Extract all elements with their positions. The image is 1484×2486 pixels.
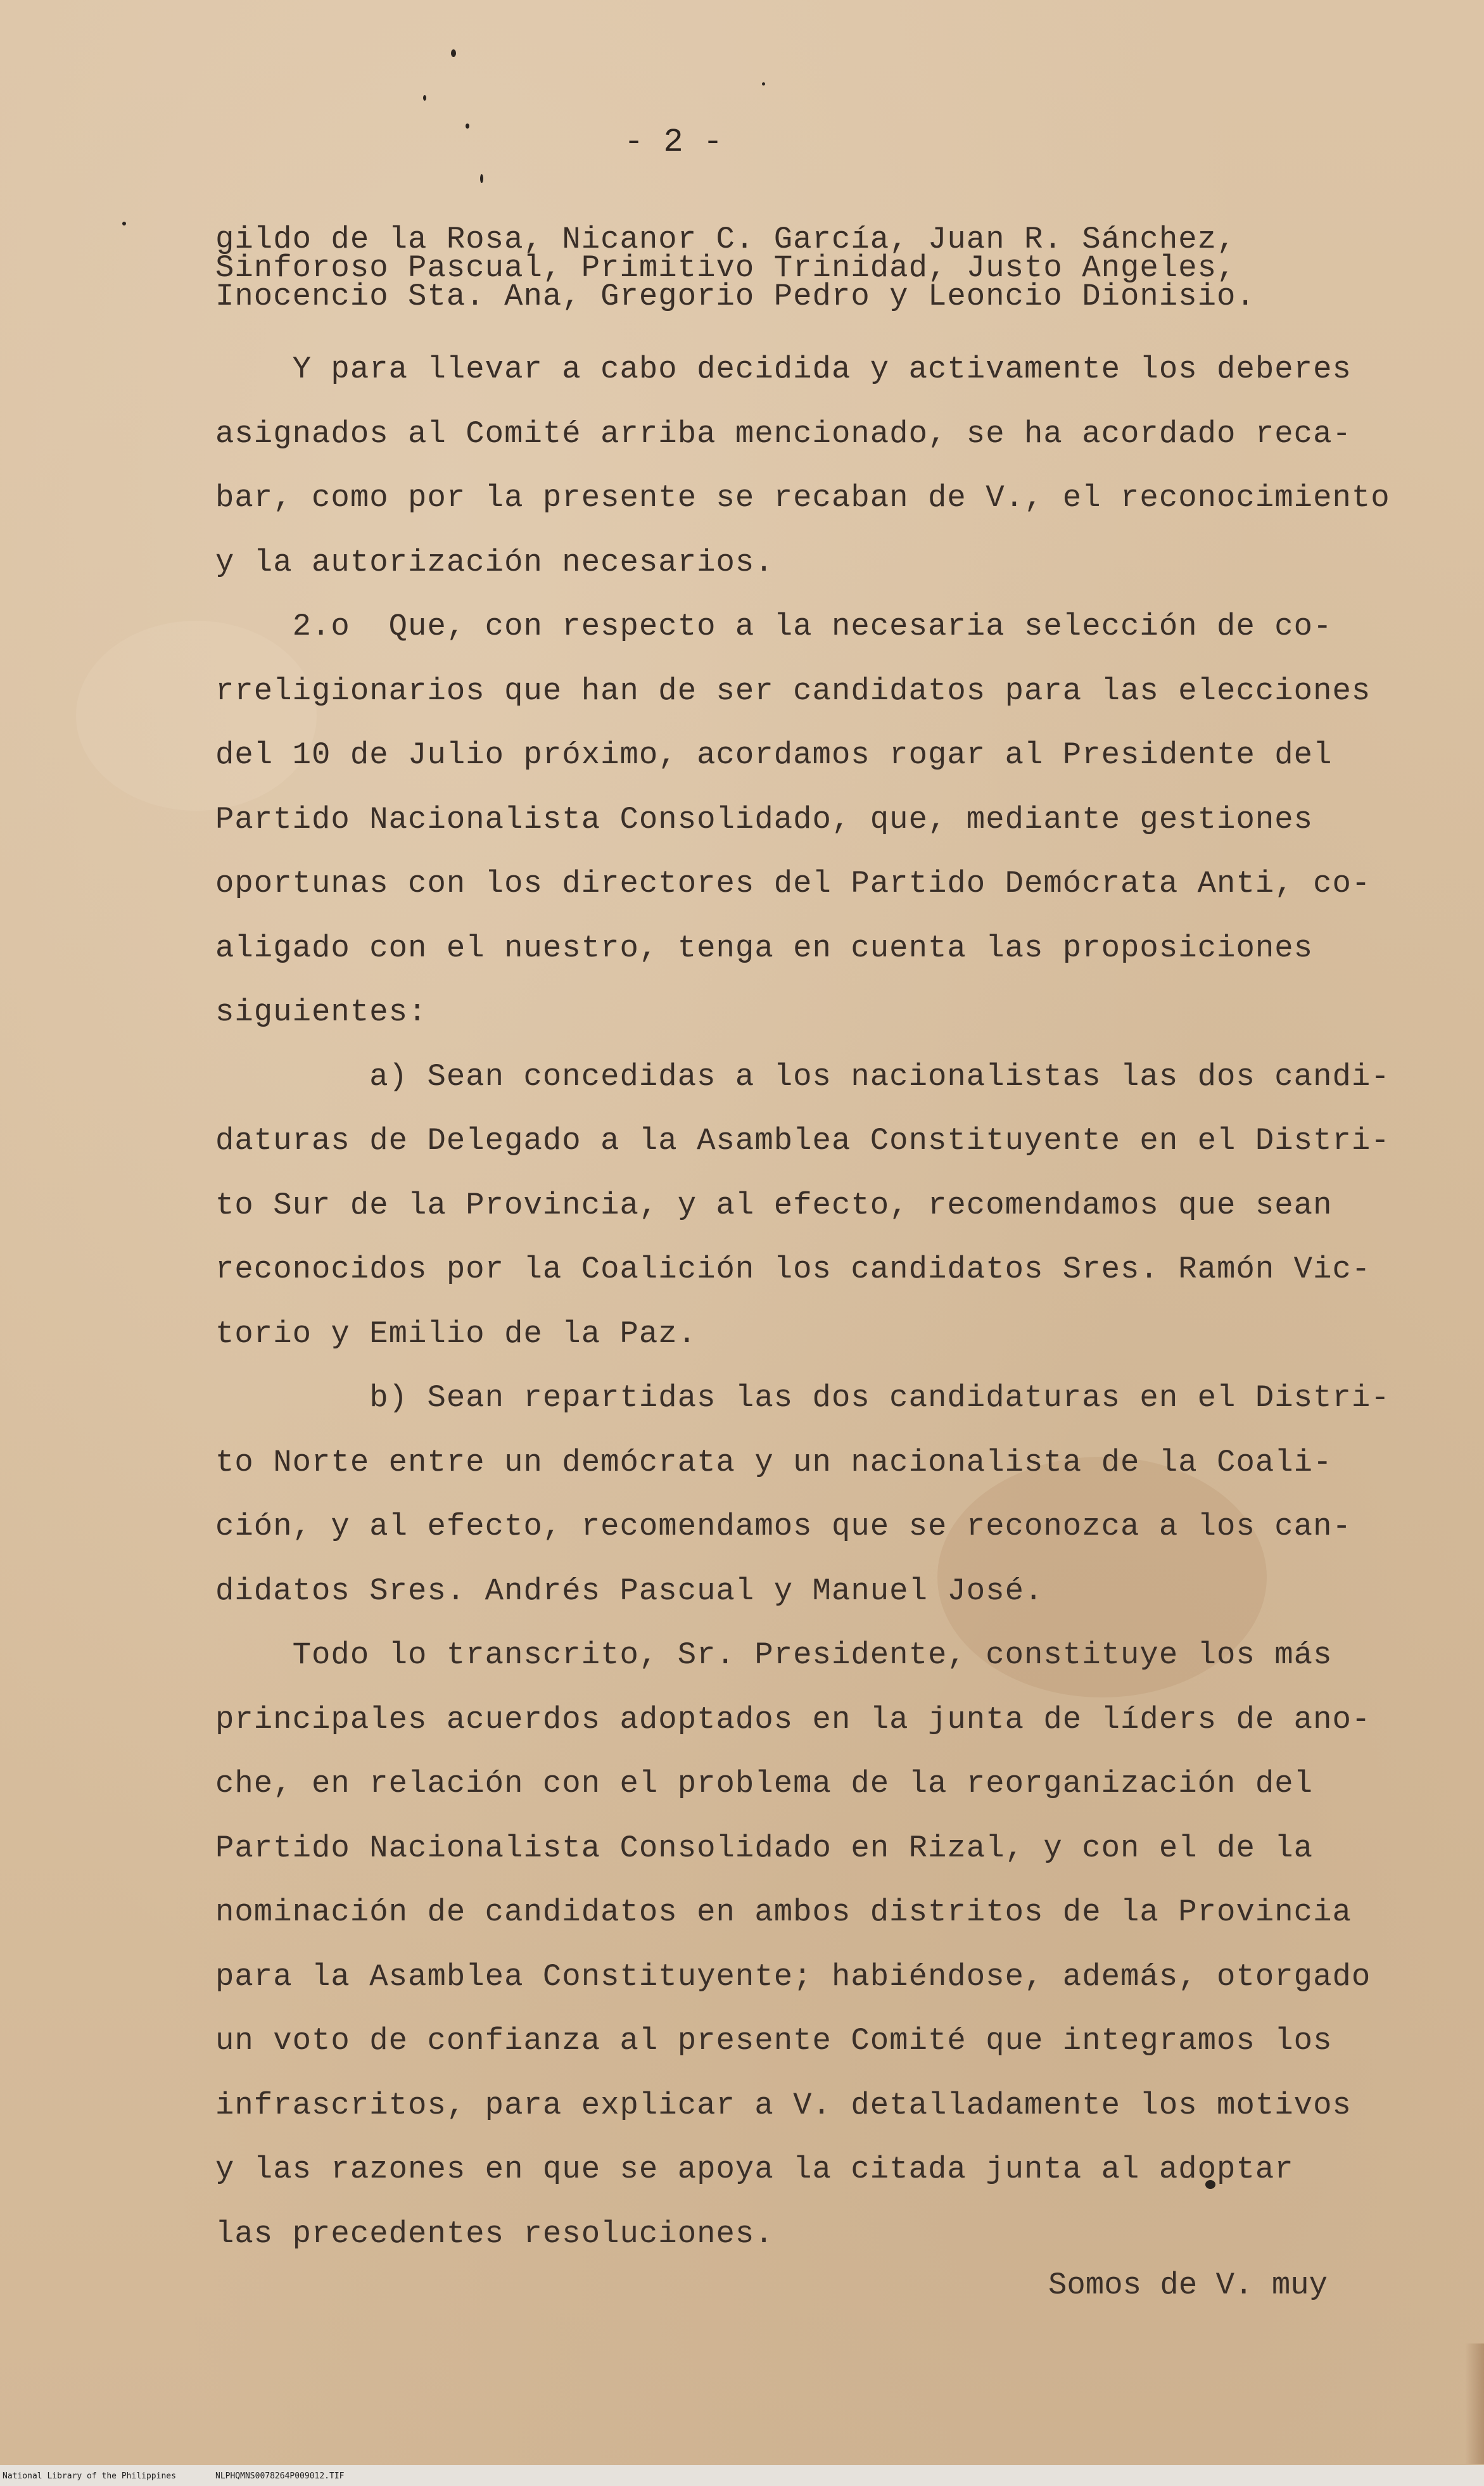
body-line: a) Sean concedidas a los nacionalistas las dos candi-: [215, 1058, 1390, 1094]
body-line: bar, como por la presente se recaban de V., el reconocimiento: [215, 480, 1390, 516]
body-line: ción, y al efecto, recomendamos que se reconozca a los can-: [215, 1509, 1352, 1544]
body-line: to Norte entre un demócrata y un nacionalista de la Coali-: [215, 1444, 1333, 1480]
body-line: 2.o Que, con respecto a la necesaria selección de co-: [215, 609, 1333, 644]
body-line: siguientes:: [215, 994, 428, 1030]
body-line: Partido Nacionalista Consolidado en Rizal, y con el de la: [215, 1830, 1314, 1866]
closing-line: Somos de V. muy: [1048, 2267, 1328, 2303]
body-line: del 10 de Julio próximo, acordamos rogar al Presidente del: [215, 737, 1333, 773]
body-line: asignados al Comité arriba mencionado, se ha acordado reca-: [215, 415, 1352, 452]
body-line: oportunas con los directores del Partido Demócrata Anti, co-: [215, 866, 1371, 901]
body-line: gildo de la Rosa, Nicanor C. García, Juan R. Sánchez,: [215, 222, 1236, 257]
ink-speck: [451, 49, 456, 57]
ink-speck: [122, 222, 126, 225]
body-line: principales acuerdos adoptados en la junta de líders de ano-: [215, 1701, 1371, 1737]
body-line: y la autorización necesarios.: [215, 544, 774, 580]
body-line: didatos Sres. Andrés Pascual y Manuel José.: [215, 1573, 1044, 1609]
body-line: aligado con el nuestro, tenga en cuenta las proposiciones: [215, 930, 1314, 966]
ink-speck: [466, 124, 469, 129]
body-line: Todo lo transcrito, Sr. Presidente, constituye los más: [215, 1637, 1333, 1673]
body-line: torio y Emilio de la Paz.: [215, 1316, 697, 1352]
body-line: un voto de confianza al presente Comité que integramos los: [215, 2023, 1333, 2058]
body-line: to Sur de la Provincia, y al efecto, recomendamos que sean: [215, 1187, 1333, 1223]
file-name: NLPHQMNS0078264P009012.TIF: [215, 2471, 345, 2481]
ink-speck: [480, 174, 483, 183]
body-line: reconocidos por la Coalición los candidatos Sres. Ramón Vic-: [215, 1252, 1371, 1287]
body-line: b) Sean repartidas las dos candidaturas en el Distri-: [215, 1380, 1390, 1416]
body-line: Y para llevar a cabo decidida y activamente los deberes: [215, 352, 1352, 387]
body-line: para la Asamblea Constituyente; habiéndose, además, otorgado: [215, 1958, 1371, 1995]
body-line: infrascritos, para explicar a V. detalladamente los motivos: [215, 2087, 1352, 2123]
body-line: daturas de Delegado a la Asamblea Constituyente en el Distri-: [215, 1123, 1390, 1158]
body-line: y las razones en que se apoya la citada junta al adoptar: [215, 2152, 1294, 2187]
body-line: las precedentes resoluciones.: [215, 2216, 774, 2252]
body-line: Sinforoso Pascual, Primitivo Trinidad, Justo Angeles,: [215, 250, 1236, 286]
body-line: rreligionarios que han de ser candidatos para las elecciones: [215, 673, 1371, 709]
body-line: nominación de candidatos en ambos distritos de la Provincia: [215, 1894, 1352, 1930]
page-number: - 2 -: [624, 124, 723, 161]
paper-stain: [76, 621, 317, 811]
body-line: che, en relación con el problema de la reorganización del: [215, 1766, 1314, 1801]
body-line: Inocencio Sta. Ana, Gregorio Pedro y Leoncio Dionisio.: [215, 279, 1255, 314]
body-line: Partido Nacionalista Consolidado, que, mediante gestiones: [215, 801, 1314, 837]
ink-speck: [762, 82, 765, 86]
library-credit: National Library of the Philippines: [3, 2471, 176, 2481]
paper-edge-wear: [1465, 2343, 1484, 2464]
ink-speck: [423, 95, 426, 101]
